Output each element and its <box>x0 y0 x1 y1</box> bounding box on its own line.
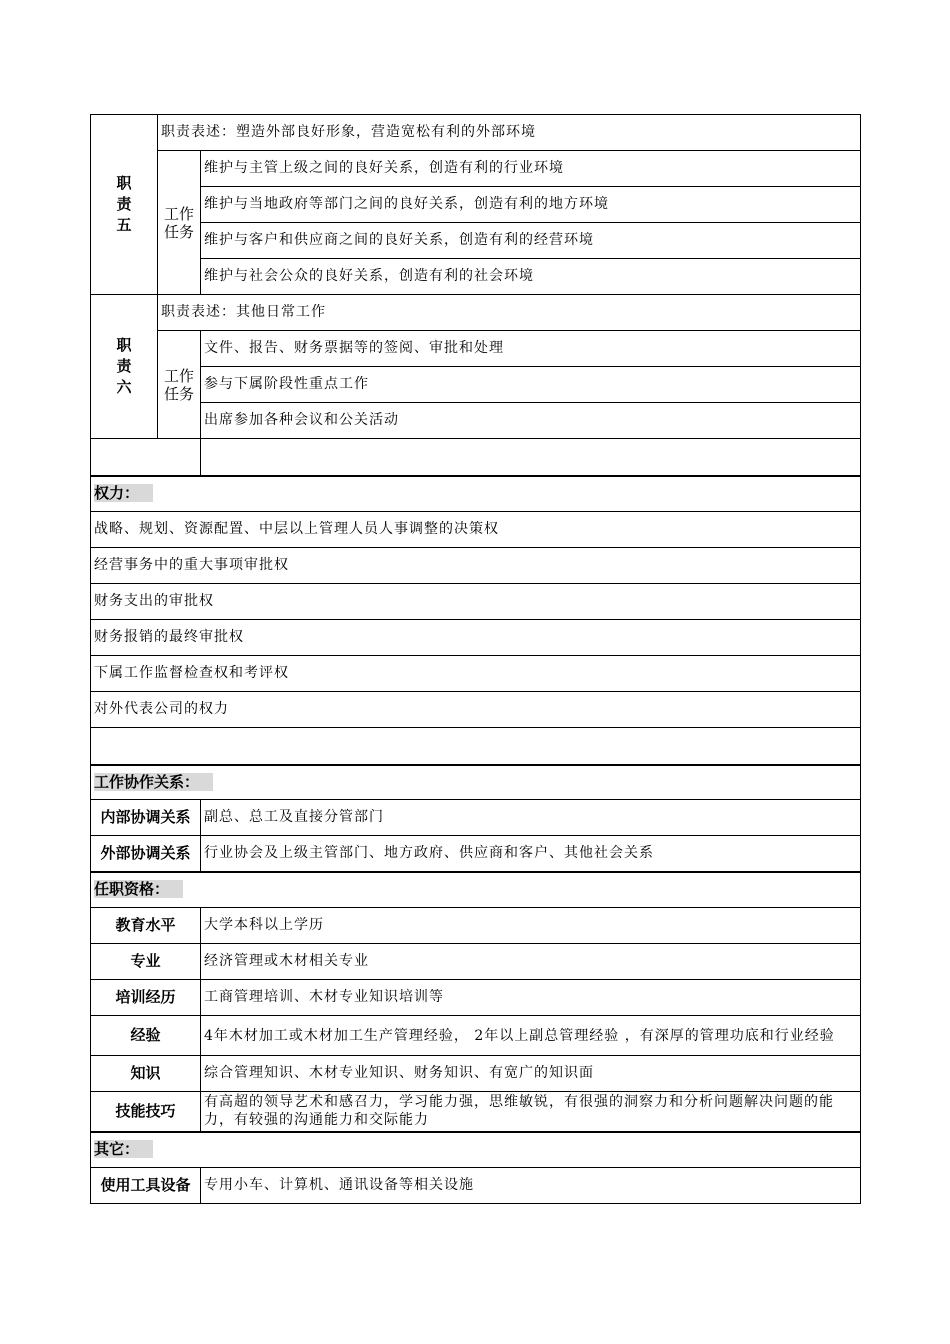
duty5-task: 维护与当地政府等部门之间的良好关系，创造有利的地方环境 <box>201 187 861 223</box>
job-description-document <box>90 114 860 1204</box>
duty5-task: 维护与社会公众的良好关系，创造有利的社会环境 <box>201 259 861 295</box>
internal-coordination-label: 内部协调关系 <box>91 800 201 836</box>
authority-item: 财务支出的审批权 <box>91 584 861 620</box>
empty-cell <box>91 439 201 476</box>
training-label: 培训经历 <box>91 980 201 1016</box>
education-value: 大学本科以上学历 <box>201 908 861 944</box>
authority-item: 财务报销的最终审批权 <box>91 620 861 656</box>
empty-row <box>91 728 861 765</box>
duty5-description: 职责表述：塑造外部良好形象，营造宽松有利的外部环境 <box>158 115 861 151</box>
duty6-description: 职责表述：其他日常工作 <box>158 295 861 331</box>
skills-value: 有高超的领导艺术和感召力，学习能力强，思维敏锐，有很强的洞察力和分析问题解决问题的能力，有较强的沟通能力和交际能力 <box>201 1092 861 1132</box>
duty5-task: 维护与主管上级之间的良好关系，创造有利的行业环境 <box>201 151 861 187</box>
duty6-task: 文件、报告、财务票据等的签阅、审批和处理 <box>201 331 861 367</box>
authority-title: 权力： <box>91 476 861 512</box>
tools-value: 专用小车、计算机、通讯设备等相关设施 <box>201 1168 861 1204</box>
experience-value: 4年木材加工或木材加工生产管理经验， 2年以上副总管理经验 ，有深厚的管理功底和行业经验 <box>201 1016 861 1056</box>
authority-item: 下属工作监督检查权和考评权 <box>91 656 861 692</box>
knowledge-value: 综合管理知识、木材专业知识、财务知识、有宽广的知识面 <box>201 1056 861 1092</box>
job-description-table <box>90 114 861 1204</box>
internal-coordination-value: 副总、总工及直接分管部门 <box>201 800 861 836</box>
major-value: 经济管理或木材相关专业 <box>201 944 861 980</box>
collaboration-title: 工作协作关系： <box>91 765 861 800</box>
qualification-title: 任职资格： <box>91 872 861 908</box>
duty5-task: 维护与客户和供应商之间的良好关系，创造有利的经营环境 <box>201 223 861 259</box>
duty5-task-label: 工作 任务 <box>158 151 201 295</box>
duty5-header: 职 责 五 <box>91 115 158 295</box>
duty6-header: 职 责 六 <box>91 295 158 439</box>
skills-label: 技能技巧 <box>91 1092 201 1132</box>
education-label: 教育水平 <box>91 908 201 944</box>
training-value: 工商管理培训、木材专业知识培训等 <box>201 980 861 1016</box>
empty-cell <box>201 439 861 476</box>
authority-item: 经营事务中的重大事项审批权 <box>91 548 861 584</box>
knowledge-label: 知识 <box>91 1056 201 1092</box>
external-coordination-label: 外部协调关系 <box>91 836 201 872</box>
tools-label: 使用工具设备 <box>91 1168 201 1204</box>
duty6-task: 出席参加各种会议和公关活动 <box>201 403 861 439</box>
authority-item: 战略、规划、资源配置、中层以上管理人员人事调整的决策权 <box>91 512 861 548</box>
major-label: 专业 <box>91 944 201 980</box>
authority-item: 对外代表公司的权力 <box>91 692 861 728</box>
duty6-task-label: 工作 任务 <box>158 331 201 439</box>
duty6-task: 参与下属阶段性重点工作 <box>201 367 861 403</box>
experience-label: 经验 <box>91 1016 201 1056</box>
other-title: 其它： <box>91 1132 861 1168</box>
external-coordination-value: 行业协会及上级主管部门、地方政府、供应商和客户、其他社会关系 <box>201 836 861 872</box>
